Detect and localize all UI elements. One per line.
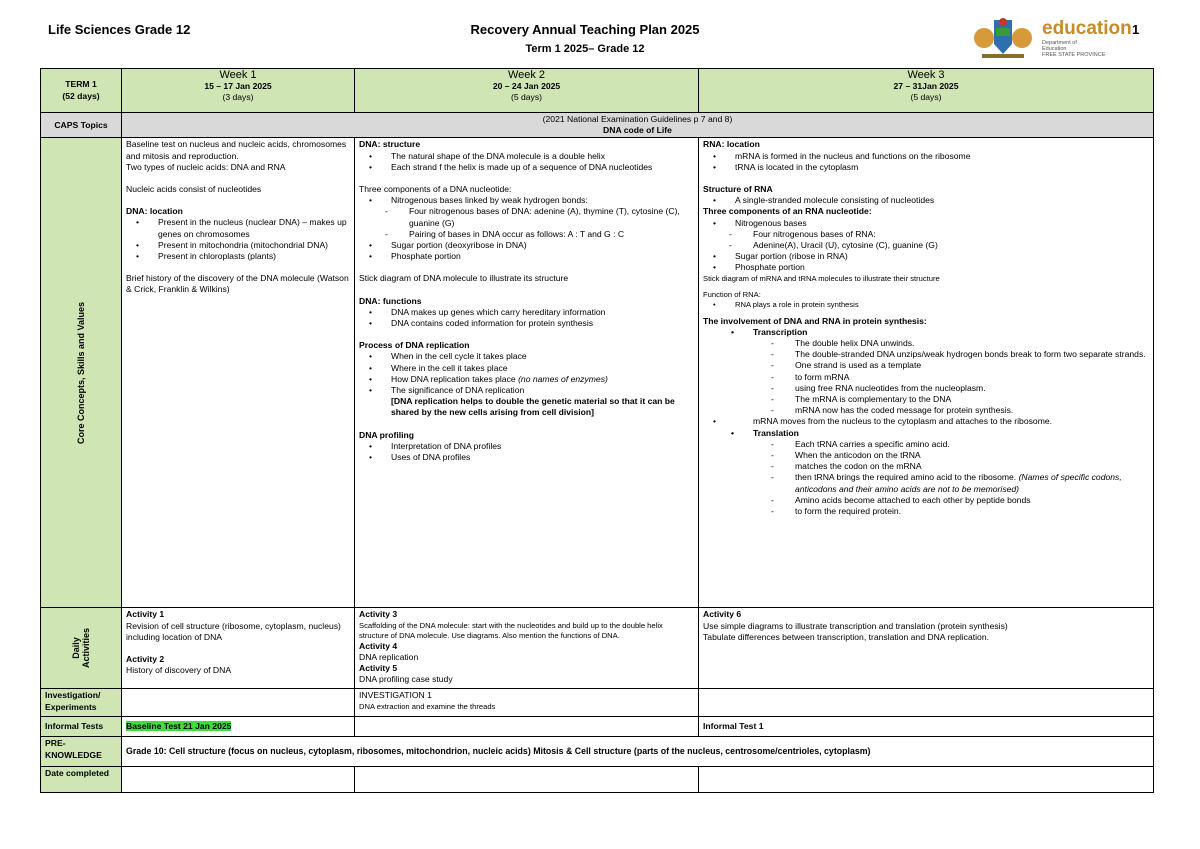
list-item: • DNA contains coded information for protein synthesis — [359, 318, 694, 329]
list-item: - mRNA now has the coded message for protein synthesis. — [703, 405, 1149, 416]
list-item: • Interpretation of DNA profiles — [359, 441, 694, 452]
list-item: - matches the codon on the mRNA — [703, 461, 1149, 472]
list-item: - Pairing of bases in DNA occur as follows: A : T and G : C — [359, 229, 694, 240]
list-item: • mRNA moves from the nucleus to the cytoplasm and attaches to the ribosome. — [703, 416, 1149, 427]
week3-date-completed[interactable] — [699, 767, 1154, 793]
week1-header: Week 1 15 – 17 Jan 2025 (3 days) — [122, 69, 355, 113]
list-item: • How DNA replication takes place (no names of enzymes) — [359, 374, 694, 385]
list-item: • DNA makes up genes which carry hereditary information — [359, 307, 694, 318]
list-item: • Where in the cell it takes place — [359, 363, 694, 374]
list-item: • When in the cell cycle it takes place — [359, 351, 694, 362]
list-item: • A single-stranded molecule consisting of nucleotides — [703, 195, 1149, 206]
week1-core-concepts: Baseline test on nucleus and nucleic acids, chromosomes and mitosis and reproduction. Two types of nucleic acids: DNA and RNA Nucleic acids consist of nucleotides DNA: location • Present in the nucleus (nuclear DNA) – makes up genes on chromosomes • Present in mitochondria (mitochondrial DNA) • Present in chloroplasts (plants) Brief history of the discovery of the DNA molecule (Watson & Crick, Franklin & Wilkins) — [122, 138, 355, 608]
list-item: • Translation — [703, 428, 1149, 439]
list-item: • Each strand f the helix is made up of a sequence of DNA nucleotides — [359, 162, 694, 173]
week3-informal-test: Informal Test 1 — [699, 717, 1154, 737]
week2-activities: Activity 3 Scaffolding of the DNA molecule: start with the nucleotides and build up to the double helix structure of DNA molecule. Use diagrams. Also mention the functions of DNA. Activity 4 DNA replication Activity 5 DNA profiling case study — [355, 608, 699, 689]
term-cell: TERM 1 (52 days) — [41, 69, 122, 113]
informal-tests-row — [41, 717, 1154, 737]
list-item: • RNA plays a role in protein synthesis — [703, 300, 1149, 310]
pre-knowledge-row — [41, 737, 1154, 767]
core-concepts-label-cell — [41, 138, 122, 608]
list-item: • The natural shape of the DNA molecule is a double helix — [359, 151, 694, 162]
week1-date-completed[interactable] — [122, 767, 355, 793]
list-item: • Present in chloroplasts (plants) — [126, 251, 350, 262]
plan-subtitle: Term 1 2025– Grade 12 — [525, 43, 645, 55]
list-item: - The mRNA is complementary to the DNA — [703, 394, 1149, 405]
week2-informal-test — [355, 717, 699, 737]
core-concepts-label: Core Concepts, Skills and Values — [76, 301, 86, 444]
date-completed-row — [41, 767, 1154, 793]
list-item: - The double helix DNA unwinds. — [703, 338, 1149, 349]
plan-title: Recovery Annual Teaching Plan 2025 — [470, 22, 700, 37]
daily-activities-label: Daily Activities — [71, 628, 91, 669]
list-item: • Nitrogenous bases — [703, 218, 1149, 229]
week2-header: Week 2 20 – 24 Jan 2025 (5 days) — [355, 69, 699, 113]
week1-activities: Activity 1 Revision of cell structure (ribosome, cytoplasm, nucleus) including location of DNA Activity 2 History of discovery of DNA — [122, 608, 355, 689]
investigation-label: Investigation/ Experiments — [41, 689, 122, 717]
teaching-plan-table — [40, 68, 1154, 793]
pre-knowledge-label: PRE-KNOWLEDGE — [41, 737, 122, 767]
plan-title-block — [400, 22, 770, 55]
coat-of-arms-icon — [972, 14, 1034, 60]
investigation-row — [41, 689, 1154, 717]
list-item: - Amino acids become attached to each other by peptide bonds — [703, 495, 1149, 506]
week3-core-concepts: RNA: location • mRNA is formed in the nucleus and functions on the ribosome • tRNA is located in the cytoplasm Structure of RNA • A single-stranded molecule consisting of nucleotides Three components of an RNA nucleotide: • Nitrogenous bases - Four nitrogenous bases of RNA: - Adenine(A), Uracil (U), cytosine (C), guanine (G) • Sugar portion (ribose in RNA) • Phosphate portion Stick diagram of mRNA and tRNA molecules to illustrate their structure Function of RNA: • RNA plays a role in protein synthesis The involvement of DNA and RNA in protein synthesis: • Transcription - The double helix DNA unwinds. - The double-stranded DNA unzips/weak hydrogen bonds break to form two separate strands. - One strand is used as a template - to form mRNA - using free RNA nucleotides from the nucleoplasm. - The mRNA is complementary to the DNA - mRNA now has the coded message for protein synthesis. • mRNA moves from the nucleus to the cytoplasm and attaches to the ribosome. • Translation - Each tRNA carries a specific amino acid. - When the anticodon on the tRNA - matches the codon on the mRNA - then tRNA brings the required amino acid to the ribosome. (Names of specific codons, anticodons and their amino acids are not to be memorised) - Amino acids become attached to each other by peptide bonds - to form the required protein. — [699, 138, 1154, 608]
list-item: • Uses of DNA profiles — [359, 452, 694, 463]
page-number: 1 — [1132, 22, 1140, 37]
week3-header: Week 3 27 – 31Jan 2025 (5 days) — [699, 69, 1154, 113]
list-item: • Phosphate portion — [359, 251, 694, 262]
informal-tests-label: Informal Tests — [41, 717, 122, 737]
caps-topic: (2021 National Examination Guidelines p 7 and 8) DNA code of Life — [122, 113, 1154, 138]
list-item: - Each tRNA carries a specific amino acid. — [703, 439, 1149, 450]
caps-row — [41, 113, 1154, 138]
list-item: • Sugar portion (ribose in RNA) — [703, 251, 1149, 262]
week3-investigation — [699, 689, 1154, 717]
list-item: - One strand is used as a template — [703, 360, 1149, 371]
education-logo — [972, 14, 1132, 60]
list-item: • tRNA is located in the cytoplasm — [703, 162, 1149, 173]
list-item: - Four nitrogenous bases of RNA: — [703, 229, 1149, 240]
list-item: - The double-stranded DNA unzips/weak hydrogen bonds break to form two separate strands. — [703, 349, 1149, 360]
week2-investigation: INVESTIGATION 1 DNA extraction and examine the threads — [355, 689, 699, 717]
list-item: - Four nitrogenous bases of DNA: adenine (A), thymine (T), cytosine (C), guanine (G) — [359, 206, 694, 228]
list-item: - then tRNA brings the required amino acid to the ribosome. (Names of specific codons, anticodons and their amino acids are not to be memorised) — [703, 472, 1149, 494]
date-completed-label: Date completed — [41, 767, 122, 793]
daily-activities-label-cell — [41, 608, 122, 689]
week3-activities: Activity 6 Use simple diagrams to illustrate transcription and translation (protein synthesis) Tabulate differences between transcription, translation and DNA replication. — [699, 608, 1154, 689]
pre-knowledge-text: Grade 10: Cell structure (focus on nucleus, cytoplasm, ribosomes, mitochondrion, nucleic acids) Mitosis & Cell structure (parts of the nucleus, centrosome/centrioles, cytoplasm) — [122, 737, 1154, 767]
week2-core-concepts: DNA: structure • The natural shape of the DNA molecule is a double helix • Each strand f the helix is made up of a sequence of DNA nucleotides Three components of a DNA nucleotide: • Nitrogenous bases linked by weak hydrogen bonds: - Four nitrogenous bases of DNA: adenine (A), thymine (T), cytosine (C), guanine (G) - Pairing of bases in DNA occur as follows: A : T and G : C • Sugar portion (deoxyribose in DNA) • Phosphate portion Stick diagram of DNA molecule to illustrate its structure DNA: functions • DNA makes up genes which carry hereditary information • DNA contains coded information for protein synthesis Process of DNA replication • When in the cell cycle it takes place • Where in the cell it takes place • How DNA replication takes place (no names of enzymes) • The significance of DNA replication [DNA replication helps to double the genetic material so that it can be shared by the new cells arising from cell division] DNA profiling • Interpretation of DNA profiles • Uses of DNA profiles — [355, 138, 699, 608]
list-item: - Adenine(A), Uracil (U), cytosine (C), guanine (G) — [703, 240, 1149, 251]
list-item: • Present in mitochondria (mitochondrial DNA) — [126, 240, 350, 251]
list-item: • The significance of DNA replication — [359, 385, 694, 396]
week2-date-completed[interactable] — [355, 767, 699, 793]
week1-informal-test: Baseline Test 21 Jan 2025 — [122, 717, 355, 737]
list-item: • Sugar portion (deoxyribose in DNA) — [359, 240, 694, 251]
list-item: - When the anticodon on the tRNA — [703, 450, 1149, 461]
list-item: - to form the required protein. — [703, 506, 1149, 517]
list-item: • Nitrogenous bases linked by weak hydrogen bonds: — [359, 195, 694, 206]
week-header-row — [41, 69, 1154, 113]
list-item: - to form mRNA — [703, 372, 1149, 383]
list-item: • Phosphate portion — [703, 262, 1149, 273]
core-concepts-row — [41, 138, 1154, 608]
logo-wordmark: education — [1042, 18, 1132, 39]
subject-title: Life Sciences Grade 12 — [48, 22, 191, 37]
list-item: • Present in the nucleus (nuclear DNA) – makes up genes on chromosomes — [126, 217, 350, 239]
caps-label: CAPS Topics — [41, 113, 122, 138]
week1-investigation — [122, 689, 355, 717]
list-item: • Transcription — [703, 327, 1149, 338]
logo-subtext: Department of Education FREE STATE PROVINCE — [1042, 40, 1106, 58]
list-item: • mRNA is formed in the nucleus and functions on the ribosome — [703, 151, 1149, 162]
list-item: - using free RNA nucleotides from the nucleoplasm. — [703, 383, 1149, 394]
daily-activities-row — [41, 608, 1154, 689]
